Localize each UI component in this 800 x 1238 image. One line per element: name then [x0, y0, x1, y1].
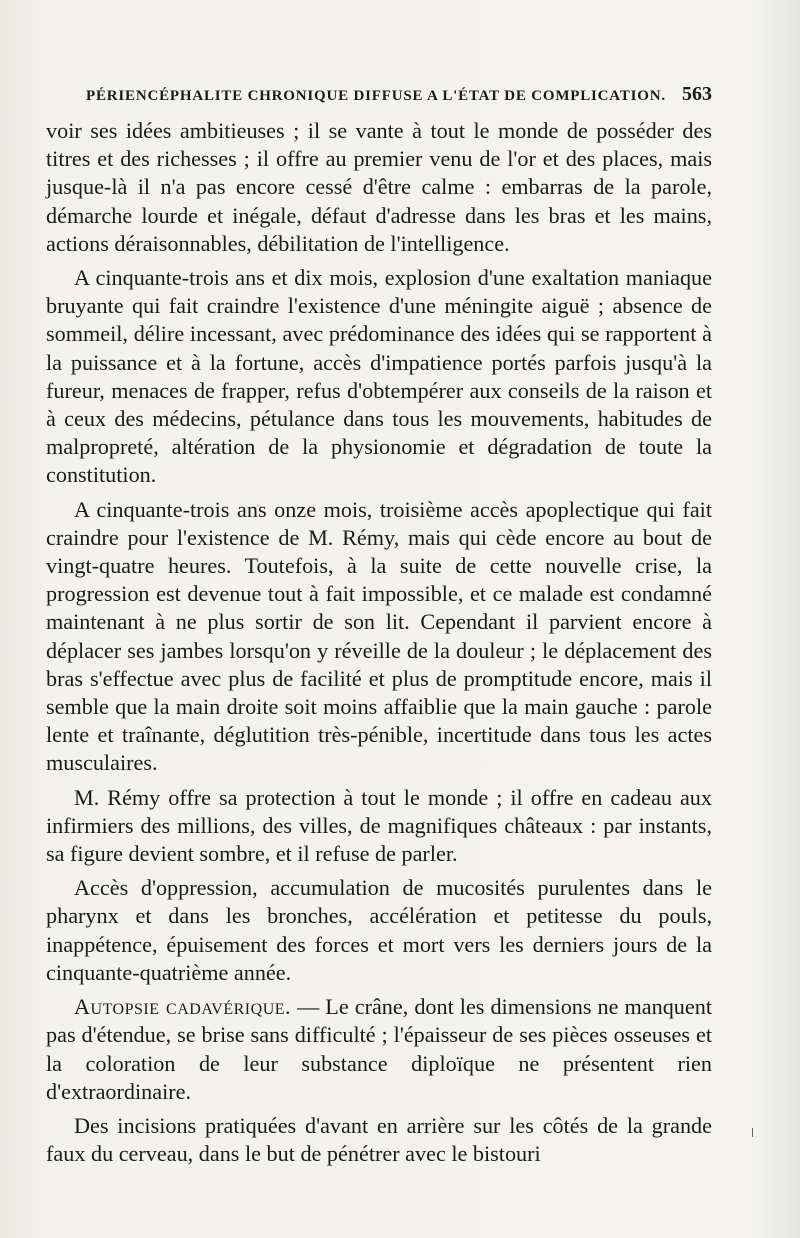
margin-mark	[752, 1128, 753, 1137]
body-text	[46, 117, 712, 1174]
paragraph-6	[46, 993, 712, 1106]
paragraph-3: A cinquante-trois ans onze mois, troisième accès apoplectique qui fait craindre pour l'existence de M. Rémy, mais qui cède encore au bout de vingt-quatre heures. Toutefois, à la suite de cette nouvelle crise, la progression est devenue tout à fait impossible, et ce malade est condamné maintenant à ne plus sortir de son lit. Cependant il parvient encore à déplacer ses jambes lorsqu'on y réveille de la douleur ; le déplacement des bras s'effectue avec plus de facilité et plus de promptitude encore, mais il semble que la main droite soit moins affaiblie que la main gauche : parole lente et traînante, déglutition très-pénible, incertitude dans tous les actes musculaires.	[46, 496, 712, 776]
running-head: PÉRIENCÉPHALITE CHRONIQUE DIFFUSE A L'ÉTAT DE COMPLICATION.	[86, 88, 666, 104]
paragraph-5: Accès d'oppression, accumulation de mucosités purulentes dans le pharynx et dans les bronches, accélération et petitesse du pouls, inappétence, épuisement des forces et mort vers les derniers jours de la cinquante-quatrième année.	[46, 875, 712, 985]
paragraph-2: A cinquante-trois ans et dix mois, explosion d'une exaltation maniaque bruyante qui fait craindre l'existence d'une méningite aiguë ; absence de sommeil, délire incessant, avec prédominance des idées qui se rapportent à la puissance et à la fortune, accès d'impatience portés parfois jusqu'à la fureur, menaces de frapper, refus d'obtempérer aux conseils de la raison et à ceux des médecins, pétulance dans tous les mouvements, habitudes de malpropreté, altération de la physionomie et dégradation de toute la constitution.	[46, 265, 712, 488]
paragraph-7: Des incisions pratiquées d'avant en arrière sur les côtés de la grande faux du cerveau, dans le but de pénétrer avec le bistouri	[46, 1112, 712, 1167]
paragraph-4: M. Rémy offre sa protection à tout le monde ; il offre en cadeau aux infirmiers des millions, des villes, de magnifiques châteaux : par instants, sa figure devient sombre, et il refuse de parler.	[46, 784, 712, 867]
page-number: 563	[682, 83, 712, 105]
section-heading: Autopsie cadavérique.	[74, 994, 292, 1020]
paragraph-6-text: — Le crâne, dont les dimensions ne manquent pas d'étendue, se brise sans difficulté ; l'épaisseur de ses pièces osseuses et la coloration de leur substance diploïque ne présentent rien d'extraordinaire.	[46, 994, 712, 1104]
page-header	[86, 83, 712, 107]
paragraph-1: voir ses idées ambitieuses ; il se vante à tout le monde de posséder des titres et des richesses ; il offre au premier venu de l'or et des places, mais jusque-là il n'a pas encore cessé d'être calme : embarras de la parole, démarche lourde et inégale, défaut d'adresse dans les bras et les mains, actions déraisonnables, débilitation de l'intelligence.	[46, 118, 712, 256]
